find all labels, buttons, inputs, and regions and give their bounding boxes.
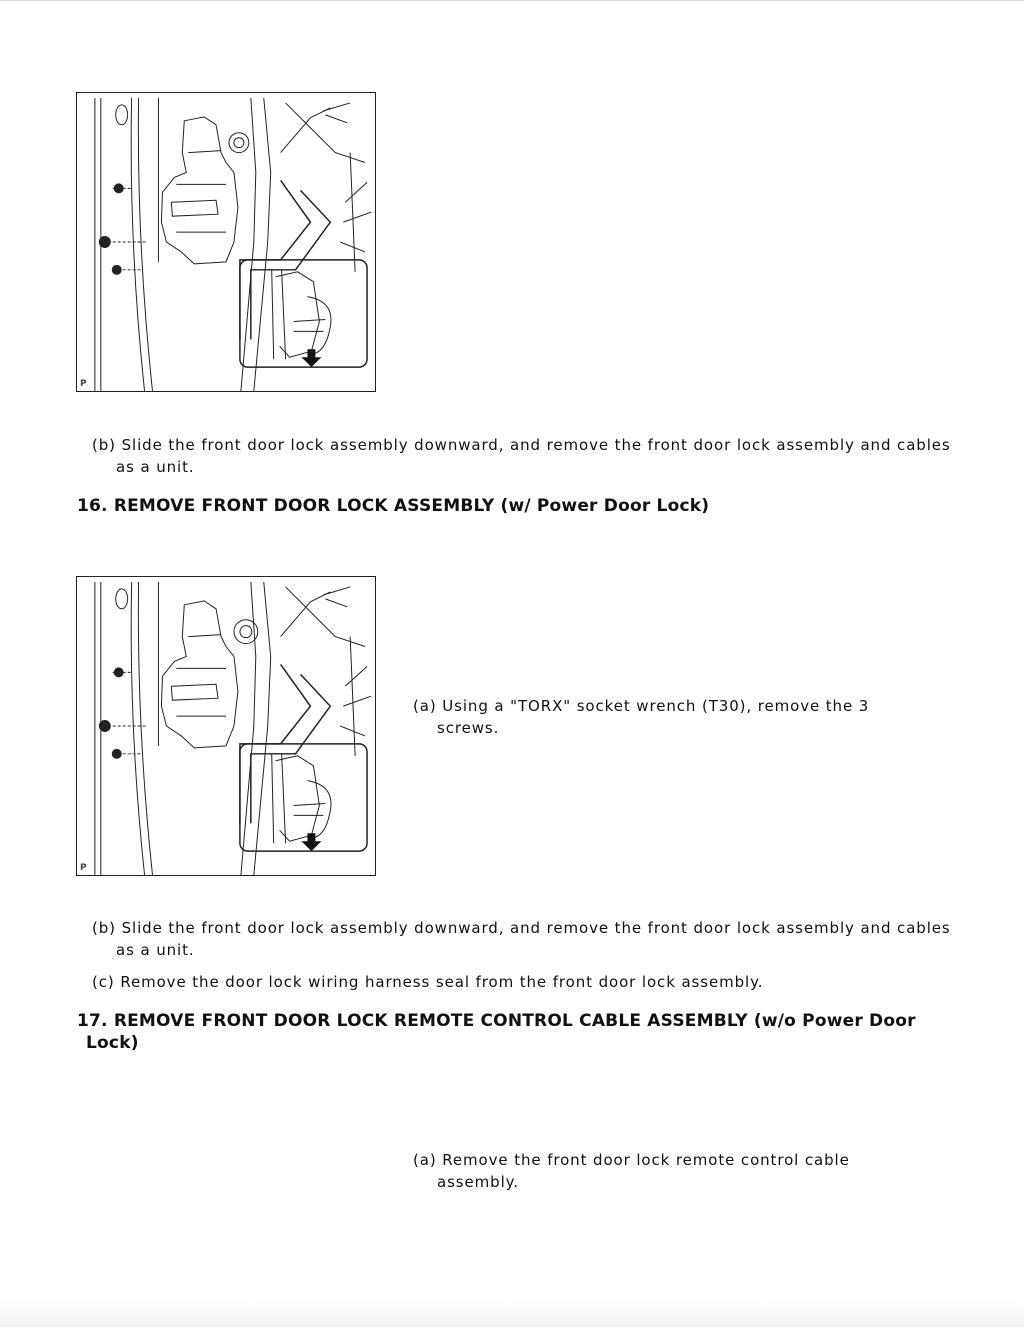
step-16a-line1: (a) Using a "TORX" socket wrench (T30), remove the 3 [413,697,870,715]
step-15b-line1: (b) Slide the front door lock assembly downward, and remove the front door lock assembly and cables [92,436,951,454]
door-lock-drawing [77,93,375,391]
step-16c [92,971,763,993]
figure-label: P [80,863,87,873]
door-lock-drawing [77,577,375,875]
page-top-border [0,0,1024,1]
step-17a-line1: (a) Remove the front door lock remote control cable [413,1151,850,1169]
step-17a-line2: assembly. [437,1173,519,1191]
step-16b-line1: (b) Slide the front door lock assembly downward, and remove the front door lock assembly and cables [92,919,951,937]
step-16b [92,917,951,961]
door-lock-illustration-2 [76,576,376,876]
page-bottom-shade [0,1300,1024,1327]
section-17-heading [77,1010,916,1054]
section-17-title-line1: 17. REMOVE FRONT DOOR LOCK REMOTE CONTROL CABLE ASSEMBLY (w/o Power Door [77,1011,916,1031]
step-17a [413,1149,850,1193]
door-lock-illustration-1 [76,92,376,392]
step-15b-line2: as a unit. [116,458,195,476]
step-16a [413,695,869,739]
section-16-title: 16. REMOVE FRONT DOOR LOCK ASSEMBLY (w/ Power Door Lock) [77,496,710,516]
step-15b [92,434,951,478]
section-16-heading [77,495,709,517]
figure-label: P [80,379,87,389]
section-17-title-line2: Lock) [86,1033,139,1053]
step-16b-line2: as a unit. [116,941,195,959]
step-16c-line1: (c) Remove the door lock wiring harness seal from the front door lock assembly. [92,973,764,991]
step-16a-line2: screws. [437,719,500,737]
